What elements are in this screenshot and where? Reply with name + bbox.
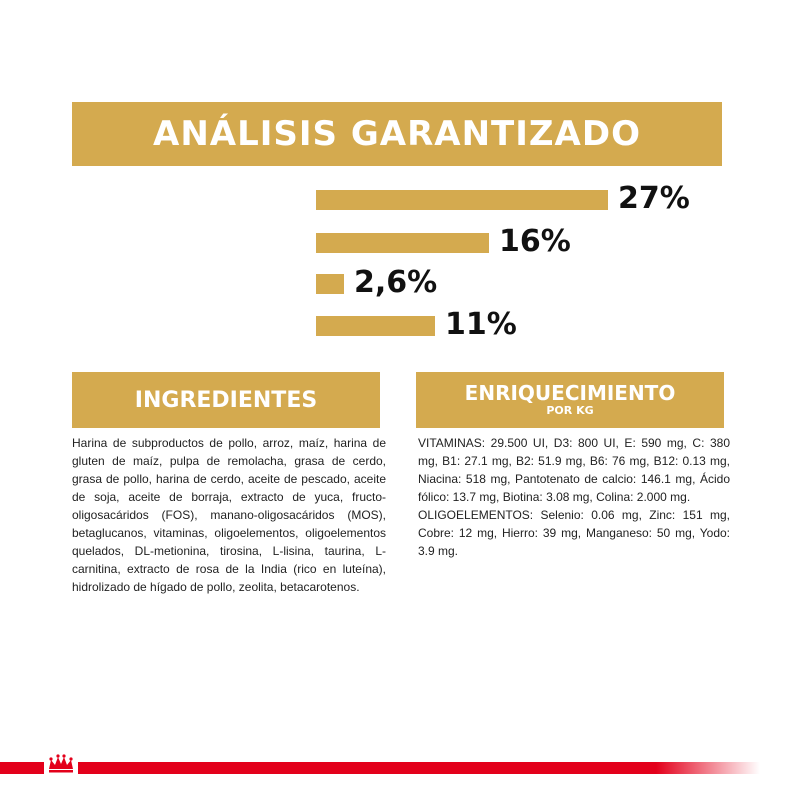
ingredients-banner — [72, 372, 380, 428]
nutrient-value: 2,6% — [354, 265, 438, 300]
ingredients-text: Harina de subproductos de pollo, arroz, maíz, harina de gluten de maíz, pulpa de remolacha, grasa de cerdo, grasa de pollo, harina de cerdo, aceite de pescado, aceite de soja, aceite de borraja, extracto de yuca, fructo-oligosacáridos (FOS), manano-oligosacáridos (MOS), betaglucanos, vitaminas, oligoelementos, oligoelementos quelados, DL-metionina, tirosina, L-lisina, taurina, L-carnitina, extracto de rosa de la India (rico en luteína), hidrolizado de hígado de pollo, zeolita, betacarotenos. — [72, 436, 386, 594]
nutrient-bar — [316, 316, 435, 336]
enrichment-banner — [416, 372, 724, 428]
trace-elements-text: OLIGOELEMENTOS: Selenio: 0.06 mg, Zinc: 151 mg, Cobre: 12 mg, Hierro: 39 mg, Manganeso: 50 mg, Yodo: 3.9 mg. — [418, 508, 730, 558]
footer-brand-line — [0, 762, 800, 774]
nutrient-bar — [316, 274, 344, 294]
nutrient-value: 11% — [445, 307, 517, 342]
ingredients-title: INGREDIENTES — [134, 387, 318, 413]
enrichment-title: ENRIQUECIMIENTO — [464, 381, 676, 405]
enrichment-subtitle: POR KG — [546, 404, 594, 417]
nutrient-value: 16% — [499, 224, 571, 259]
analysis-title-banner — [72, 102, 722, 166]
nutrient-bar — [316, 233, 489, 253]
royal-canin-crown-icon — [44, 752, 78, 776]
enrichment-text — [418, 434, 730, 560]
vitamins-text: VITAMINAS: 29.500 UI, D3: 800 UI, E: 590 mg, C: 380 mg, B1: 27.1 mg, B2: 51.9 mg, B6: 76 mg, B12: 0.13 mg, Niacina: 518 mg, Pantotenato de calcio: 146.1 mg, Ácido fólico: 13.7 mg, Biotina: 3.08 mg, Colina: 2.000 mg. — [418, 436, 730, 504]
nutrient-value: 27% — [618, 181, 690, 216]
analysis-title: ANÁLISIS GARANTIZADO — [153, 114, 641, 154]
nutrient-bar — [316, 190, 608, 210]
